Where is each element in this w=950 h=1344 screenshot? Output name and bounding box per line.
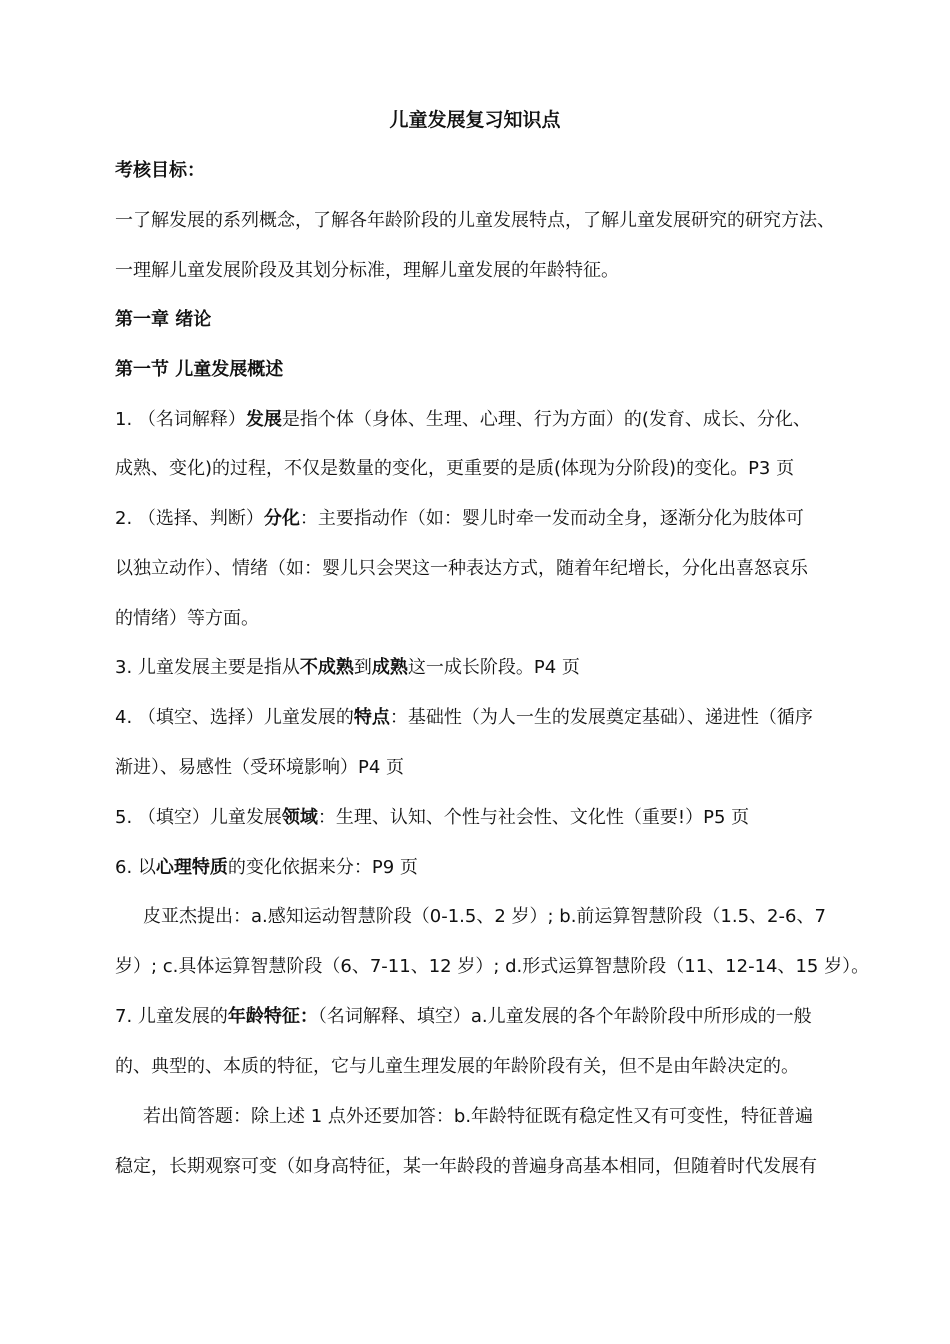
text-segment: 稳定，长期观察可变（如身高特征，某一年龄段的普遍身高基本相同，但随着时代发展有 [115,1156,817,1177]
text-segment: 第一节 儿童发展概述 [115,359,284,380]
text-segment: ：基础性（为人一生的发展奠定基础）、递进性（循序 [389,707,813,728]
line-item6 [115,855,865,881]
line-item7-b [115,1054,865,1080]
text-segment: ：生理、认知、个性与社会性、文化性（重要!）P5 页 [317,807,750,828]
text-segment: 是指个体（身体、生理、心理、行为方面）的(发育、成长、分化、 [281,409,811,430]
text-segment: 2. （选择、判断） [115,508,264,529]
bold-term: 分化 [263,508,300,529]
text-segment: 3. 儿童发展主要是指从 [115,657,300,678]
line-section-heading [115,357,865,383]
bold-term: 领域 [281,807,318,828]
line-item2-a [115,506,865,532]
text-segment: 到 [353,657,372,678]
line-item4-a [115,705,865,731]
line-item6-b [115,954,870,980]
line-item2-b [115,556,865,582]
line-chapter-heading [115,307,865,333]
text-segment: 皮亚杰提出：a.感知运动智慧阶段（0-1.5、2 岁）; b.前运算智慧阶段（1.5、2-6、7 [143,906,826,927]
text-segment: 以独立动作）、情绪（如：婴儿只会哭这一种表达方式，随着年纪增长，分化出喜怒哀乐 [115,558,808,579]
bold-term: 成熟 [371,657,408,678]
text-segment: 1. （名词解释） [115,409,246,430]
text-segment: 第一章 绪论 [115,309,212,330]
text-segment: 这一成长阶段。P4 页 [407,657,580,678]
line-goal-heading [115,158,865,184]
line-goal-1 [115,208,865,234]
line-item2-c [115,606,865,632]
bold-term: 发展 [245,409,282,430]
line-goal-2 [115,258,865,284]
text-segment: ：主要指动作（如：婴儿时牵一发而动全身，逐渐分化为肢体可 [299,508,804,529]
bold-term: 心理特质 [155,857,228,878]
text-segment: 岁）; c.具体运算智慧阶段（6、7-11、12 岁）; d.形式运算智慧阶段（11、12-14、15 岁）。 [115,956,870,977]
text-segment: 渐进）、易感性（受环境影响）P4 页 [115,757,405,778]
document-title: 儿童发展复习知识点 [389,109,561,131]
line-item6-a [143,904,893,930]
text-segment: 4. （填空、选择）儿童发展的 [115,707,354,728]
line-item7-d [115,1154,865,1180]
text-segment: 的变化依据来分：P9 页 [227,857,418,878]
line-item7-a [115,1004,865,1030]
text-segment: 考核目标： [115,160,205,181]
line-item7-c [143,1104,893,1130]
text-segment: （名词解释、填空）a.儿童发展的各个年龄阶段中所形成的一般 [317,1006,812,1027]
bold-term: 特点 [353,707,390,728]
bold-term: 年龄特征： [227,1006,318,1027]
line-item4-b [115,755,865,781]
text-segment: 5. （填空）儿童发展 [115,807,282,828]
line-item3 [115,655,865,681]
line-item5 [115,805,865,831]
text-segment: 若出简答题：除上述 1 点外还要加答：b.年龄特征既有稳定性又有可变性，特征普遍 [143,1106,814,1127]
line-item1-b [115,456,865,482]
text-segment: 一理解儿童发展阶段及其划分标准，理解儿童发展的年龄特征。 [115,260,619,281]
bold-term: 不成熟 [299,657,354,678]
text-segment: 的、典型的、本质的特征，它与儿童生理发展的年龄阶段有关，但不是由年龄决定的。 [115,1056,799,1077]
text-segment: 一了解发展的系列概念，了解各年龄阶段的儿童发展特点，了解儿童发展研究的研究方法、 [115,210,835,231]
text-segment: 的情绪）等方面。 [115,608,259,629]
line-item1-a [115,407,865,433]
text-segment: 7. 儿童发展的 [115,1006,228,1027]
text-segment: 成熟、变化)的过程，不仅是数量的变化，更重要的是质(体现为分阶段)的变化。P3 页 [115,458,795,479]
text-segment: 6. 以 [115,857,156,878]
